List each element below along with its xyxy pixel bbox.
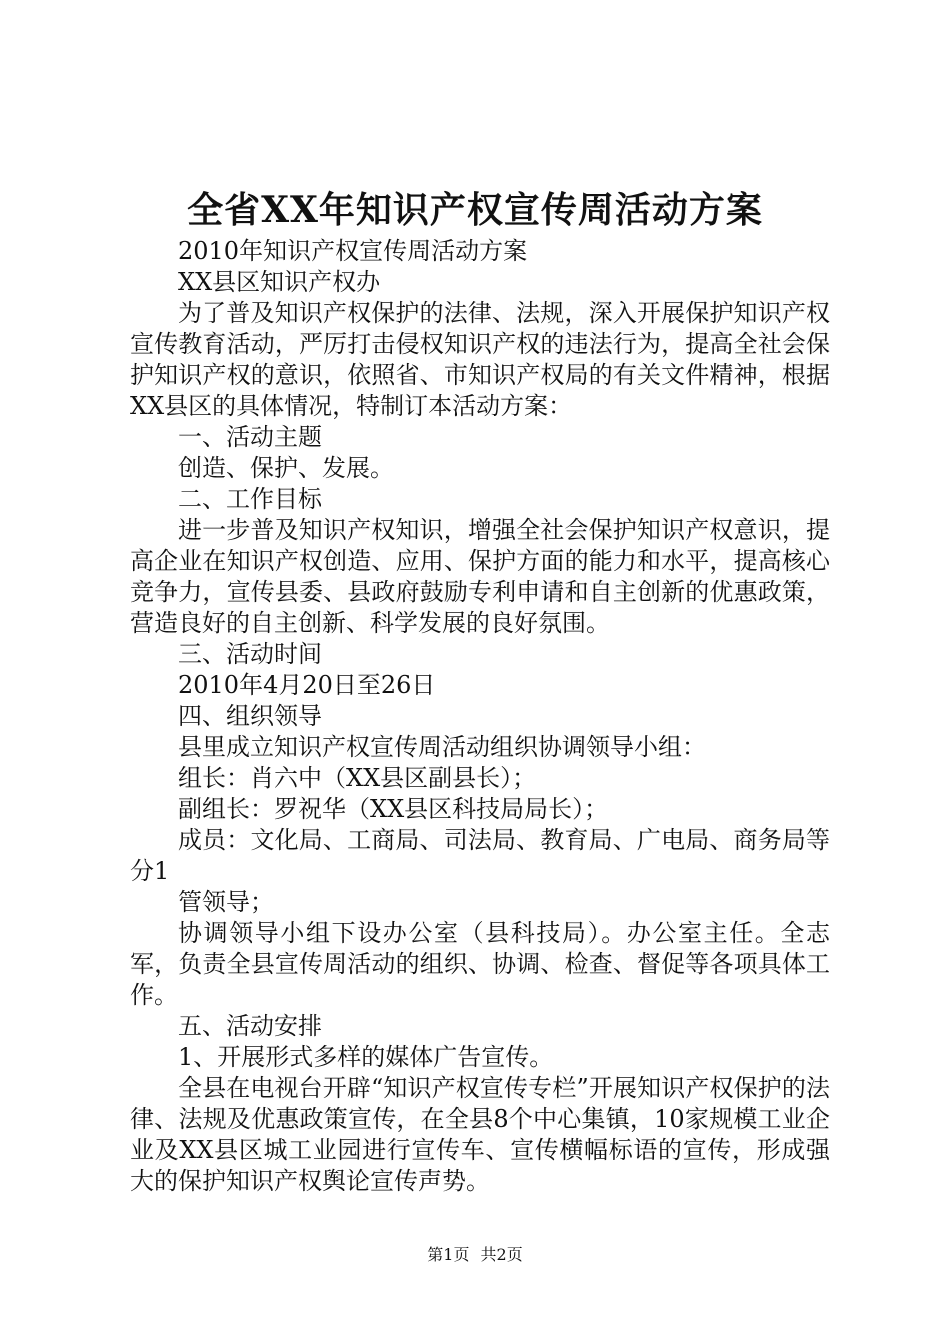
paragraph: XX县区知识产权办 [178, 268, 381, 296]
paragraph: 进一步普及知识产权知识，增强全社会保护知识产权意识，提高企业在知识产权创造、应用、保护方面的能力和水平，提高核心竞争力，宣传县委、县政府鼓励专利申请和自主创新的优惠政策，营造良好的自主创新、科学发展的良好氛围。 [130, 516, 830, 637]
document-title: 全省XX年知识产权宣传周活动方案 [187, 189, 763, 231]
paragraph: 为了普及知识产权保护的法律、法规，深入开展保护知识产权宣传教育活动，严厉打击侵权知识产权的违法行为，提高全社会保护知识产权的意识，依照省、市知识产权局的有关文件精神，根据XX县区的具体情况，特制订本活动方案： [130, 299, 830, 420]
section-heading: 二、工作目标 [178, 485, 322, 513]
document-body [130, 236, 830, 1197]
section-heading: 五、活动安排 [178, 1012, 322, 1040]
paragraph: 全县在电视台开辟“知识产权宣传专栏”开展知识产权保护的法律、法规及优惠政策宣传，在全县8个中心集镇，10家规模工业企业及XX县区城工业园进行宣传车、宣传横幅标语的宣传，形成强大的保护知识产权舆论宣传声势。 [130, 1074, 830, 1195]
page-footer [0, 1244, 950, 1266]
page-total: 共2页 [480, 1245, 523, 1264]
section-heading: 三、活动时间 [178, 640, 322, 668]
paragraph: 协调领导小组下设办公室（县科技局）。办公室主任。全志军，负责全县宣传周活动的组织、协调、检查、督促等各项具体工作。 [130, 919, 830, 1009]
page-number: 第1页 [427, 1245, 470, 1264]
paragraph: 县里成立知识产权宣传周活动组织协调领导小组： [178, 733, 706, 761]
section-heading: 四、组织领导 [178, 702, 322, 730]
paragraph: 副组长：罗祝华（XX县区科技局局长）； [178, 795, 609, 823]
paragraph: 成员：文化局、工商局、司法局、教育局、广电局、商务局等分1 [130, 826, 830, 885]
paragraph: 1、开展形式多样的媒体广告宣传。 [178, 1043, 554, 1071]
paragraph: 2010年知识产权宣传周活动方案 [178, 237, 528, 265]
section-heading: 一、活动主题 [178, 423, 322, 451]
paragraph: 组长：肖六中（XX县区副县长）； [178, 764, 537, 792]
paragraph: 创造、保护、发展。 [178, 454, 394, 482]
paragraph: 2010年4月20日至26日 [178, 671, 436, 699]
paragraph: 管领导； [178, 888, 274, 916]
